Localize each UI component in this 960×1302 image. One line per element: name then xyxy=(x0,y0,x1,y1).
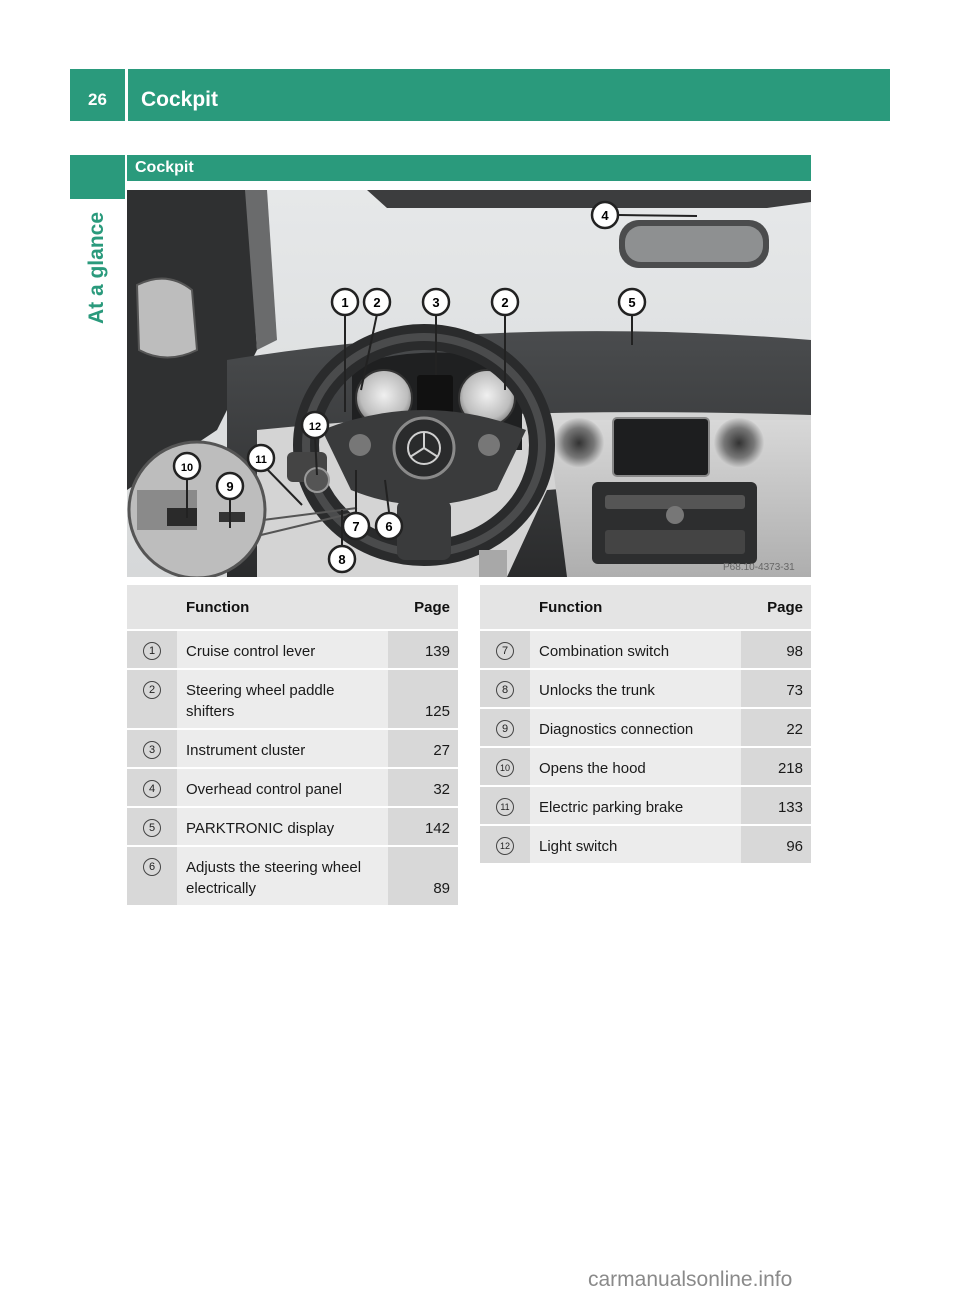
chapter-title: Cockpit xyxy=(141,88,219,111)
table-row xyxy=(127,630,458,669)
item-number: 1 xyxy=(143,642,161,660)
col-num-header xyxy=(127,585,177,630)
item-number: 12 xyxy=(496,837,514,855)
callout-4: 4 xyxy=(601,208,609,223)
function-cell: PARKTRONIC display xyxy=(177,807,388,846)
table-row xyxy=(127,846,458,905)
col-function-header: Function xyxy=(177,585,388,630)
watermark: carmanualsonline.info xyxy=(588,1268,793,1291)
item-number: 9 xyxy=(496,720,514,738)
cockpit-illustration xyxy=(127,190,811,577)
function-cell: Unlocks the trunk xyxy=(530,669,741,708)
item-number: 3 xyxy=(143,741,161,759)
col-num-header xyxy=(480,585,530,630)
function-cell: Electric parking brake xyxy=(530,786,741,825)
page-cell: 133 xyxy=(741,786,811,825)
function-cell: Light switch xyxy=(530,825,741,863)
function-table-right xyxy=(480,585,811,863)
item-number: 5 xyxy=(143,819,161,837)
function-cell: Overhead control panel xyxy=(177,768,388,807)
image-code: P68.10-4373-31 xyxy=(723,562,795,573)
table-row xyxy=(480,786,811,825)
item-number: 2 xyxy=(143,681,161,699)
col-function-header: Function xyxy=(530,585,741,630)
function-table-left xyxy=(127,585,458,905)
col-page-header: Page xyxy=(388,585,458,630)
side-tab-marker xyxy=(70,155,125,199)
header-divider xyxy=(125,69,128,121)
item-number: 10 xyxy=(496,759,514,777)
page-cell: 89 xyxy=(388,846,458,905)
callout-7: 7 xyxy=(352,519,360,534)
function-cell: Opens the hood xyxy=(530,747,741,786)
page-cell: 125 xyxy=(388,669,458,729)
col-page-header: Page xyxy=(741,585,811,630)
page-cell: 139 xyxy=(388,630,458,669)
table-row xyxy=(127,768,458,807)
callout-12: 12 xyxy=(308,421,322,433)
table-row xyxy=(480,708,811,747)
table-row xyxy=(127,729,458,768)
page-cell: 22 xyxy=(741,708,811,747)
page-cell: 142 xyxy=(388,807,458,846)
callout-5: 5 xyxy=(628,295,636,310)
page-number: 26 xyxy=(88,90,107,109)
page-cell: 73 xyxy=(741,669,811,708)
section-title: Cockpit xyxy=(135,159,194,176)
table-row xyxy=(480,825,811,863)
page-cell: 96 xyxy=(741,825,811,863)
page-cell: 218 xyxy=(741,747,811,786)
callout-1: 1 xyxy=(341,295,349,310)
function-cell: Instrument cluster xyxy=(177,729,388,768)
function-cell: Diagnostics connection xyxy=(530,708,741,747)
callout-8: 8 xyxy=(338,552,346,567)
section-bar xyxy=(127,155,811,181)
callout-2b: 2 xyxy=(501,295,509,310)
table-row xyxy=(480,630,811,669)
callout-2a: 2 xyxy=(373,295,381,310)
function-cell: Adjusts the steering wheel electrically xyxy=(177,846,388,905)
callout-6: 6 xyxy=(385,519,393,534)
callout-9: 9 xyxy=(226,479,234,494)
function-cell: Cruise control lever xyxy=(177,630,388,669)
item-number: 6 xyxy=(143,858,161,876)
table-row xyxy=(480,747,811,786)
table-row xyxy=(480,669,811,708)
item-number: 8 xyxy=(496,681,514,699)
side-tab-label: At a glance xyxy=(85,211,108,325)
callout-10: 10 xyxy=(180,462,194,474)
item-number: 11 xyxy=(496,798,514,816)
page-cell: 32 xyxy=(388,768,458,807)
callout-3: 3 xyxy=(432,295,440,310)
item-number: 7 xyxy=(496,642,514,660)
item-number: 4 xyxy=(143,780,161,798)
function-cell: Combination switch xyxy=(530,630,741,669)
callout-11: 11 xyxy=(255,454,267,466)
page-cell: 98 xyxy=(741,630,811,669)
function-cell: Steering wheel paddle shifters xyxy=(177,669,388,729)
table-row xyxy=(127,807,458,846)
table-row xyxy=(127,669,458,729)
page-cell: 27 xyxy=(388,729,458,768)
